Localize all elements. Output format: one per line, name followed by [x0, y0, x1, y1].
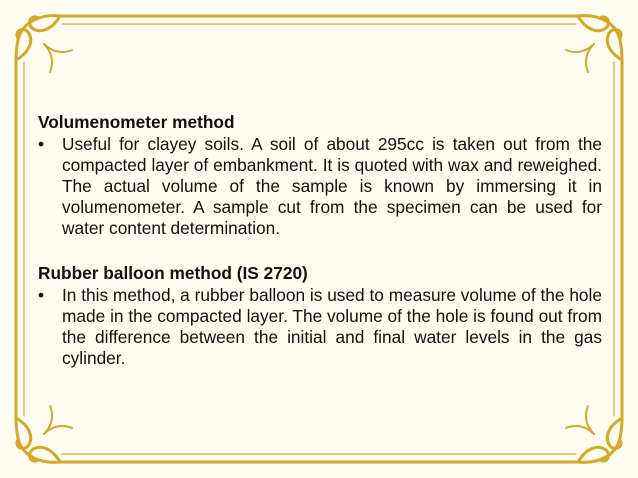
bullet-item — [38, 285, 602, 369]
section-heading: Volumenometer method — [38, 112, 235, 132]
bullet-marker: • — [38, 134, 45, 154]
bullet-marker: • — [38, 285, 45, 305]
bullet-text: Useful for clayey soils. A soil of about 295cc is taken out from the compacted layer of embankment. It is quoted with wax and reweighed. The actual volume of the sample is known by immersing it in volumenometer. A sample cut from the specimen can be used for water content determination. — [62, 134, 602, 238]
section-spacer — [38, 239, 602, 263]
slide-content — [38, 112, 602, 369]
bullet-text: In this method, a rubber balloon is used to measure volume of the hole made in the compacted layer. The volume of the hole is found out from the difference between the initial and final water levels in the gas cylinder. — [62, 285, 602, 368]
section-heading: Rubber balloon method (IS 2720) — [38, 263, 308, 283]
bullet-item — [38, 134, 602, 239]
